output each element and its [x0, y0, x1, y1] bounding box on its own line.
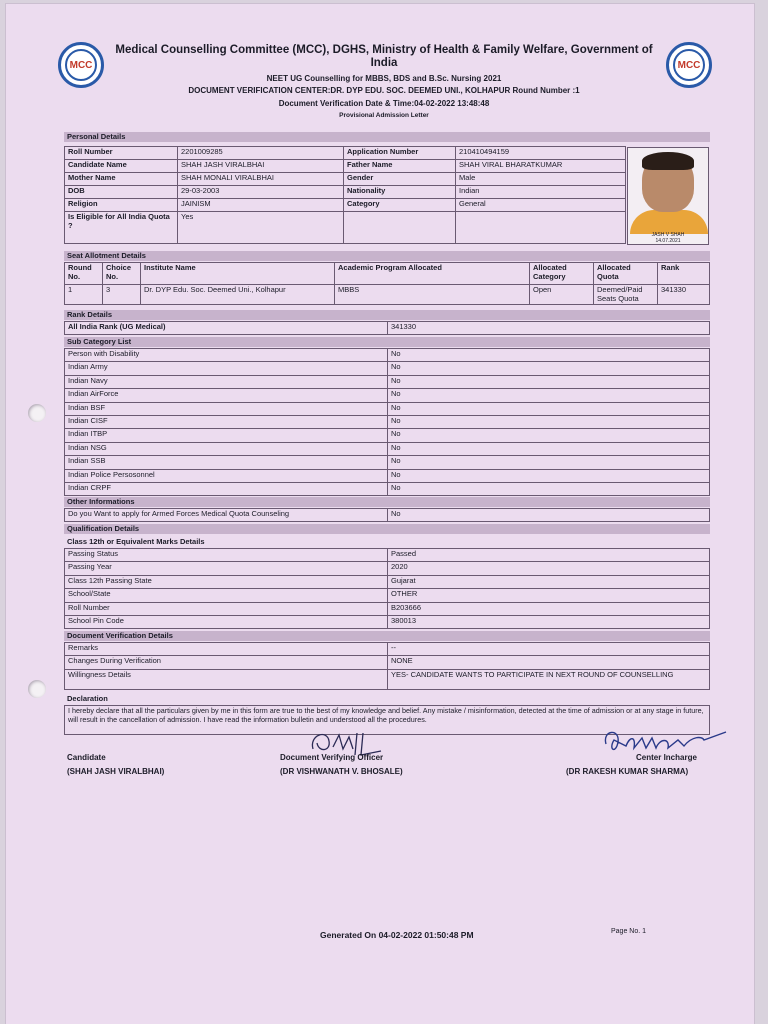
table-row-value: No: [388, 415, 710, 428]
seat-cell: 341330: [658, 285, 710, 305]
seat-cell: MBBS: [335, 285, 530, 305]
declaration-text: I hereby declare that all the particulars given by me in this form are true to the best of my knowledge and belief. Any mistake / misinformation, detected at the time of admission or at any stage in future, will result in the cancellation of admission. I have read the information bulletin and understood all the procedures.: [64, 705, 710, 735]
table-row-value: B203666: [388, 602, 710, 615]
document-subtitle: NEET UG Counselling for MBBS, BDS and B.Sc. Nursing 2021: [266, 74, 502, 83]
candidate-name-label: Candidate Name: [65, 160, 178, 173]
table-row-label: Passing Status: [65, 549, 388, 562]
class-12-heading: Class 12th or Equivalent Marks Details: [67, 537, 205, 546]
table-row-label: Indian SSB: [65, 456, 388, 469]
document-verification-table: [64, 642, 710, 690]
table-row-value: No: [388, 402, 710, 415]
rank-table: [64, 321, 710, 335]
gender-label: Gender: [344, 173, 456, 186]
section-document-verification: Document Verification Details: [64, 631, 710, 641]
mcc-logo-right: MCC: [666, 42, 712, 88]
mother-name: SHAH MONALI VIRALBHAI: [178, 173, 344, 186]
category: General: [456, 199, 626, 212]
generated-on: Generated On 04-02-2022 01:50:48 PM: [320, 930, 474, 940]
table-row-label: Indian CISF: [65, 415, 388, 428]
mother-name-label: Mother Name: [65, 173, 178, 186]
section-seat-allotment: Seat Allotment Details: [64, 251, 710, 261]
table-row-value: No: [388, 362, 710, 375]
table-row-label: Indian Navy: [65, 375, 388, 388]
table-row-value: No: [388, 442, 710, 455]
table-row-value: No: [388, 429, 710, 442]
other-info-table: [64, 508, 710, 522]
seat-header: Rank: [658, 263, 710, 285]
armed-forces-quota-value: No: [388, 509, 710, 522]
seat-cell: 3: [103, 285, 141, 305]
section-qualification: Qualification Details: [64, 524, 710, 534]
table-row-value: 380013: [388, 615, 710, 628]
seat-header: Choice No.: [103, 263, 141, 285]
seat-header: Institute Name: [141, 263, 335, 285]
table-row-value: No: [388, 349, 710, 362]
table-row-label: Indian CRPF: [65, 482, 388, 495]
candidate-name: SHAH JASH VIRALBHAI: [178, 160, 344, 173]
page-number: Page No. 1: [611, 928, 647, 935]
candidate-photo: [627, 147, 709, 245]
seat-cell: Open: [530, 285, 594, 305]
seat-header: Academic Program Allocated: [335, 263, 530, 285]
table-row-value: No: [388, 456, 710, 469]
qualification-table: [64, 548, 710, 629]
table-row-value: Gujarat: [388, 575, 710, 588]
table-row-label: Indian Army: [65, 362, 388, 375]
section-other-info: Other Informations: [64, 497, 710, 507]
officer-signature-label: Document Verifying Officer: [280, 753, 384, 762]
section-sub-category: Sub Category List: [64, 337, 710, 347]
table-row-label: Passing Year: [65, 562, 388, 575]
roll-number: 2201009285: [178, 147, 344, 160]
officer-signature-name: (DR VISHWANATH V. BHOSALE): [280, 767, 403, 776]
table-row-value: 2020: [388, 562, 710, 575]
table-row-value: NONE: [388, 656, 710, 669]
rank-label: All India Rank (UG Medical): [65, 322, 388, 335]
dob: 29-03-2003: [178, 186, 344, 199]
candidate-signature-label: Candidate: [67, 753, 106, 762]
table-row-label: Changes During Verification: [65, 656, 388, 669]
table-row-value: --: [388, 643, 710, 656]
punch-hole: [28, 680, 46, 698]
personal-details-table: [64, 146, 626, 244]
religion-label: Religion: [65, 199, 178, 212]
table-row-label: School/State: [65, 589, 388, 602]
photo-caption-name: JASH V SHAH: [651, 232, 685, 238]
father-name: SHAH VIRAL BHARATKUMAR: [456, 160, 626, 173]
application-number-label: Application Number: [344, 147, 456, 160]
table-row-label: Indian Police Persosonnel: [65, 469, 388, 482]
table-row-label: Roll Number: [65, 602, 388, 615]
table-row-value: YES- CANDIDATE WANTS TO PARTICIPATE IN NEXT ROUND OF COUNSELLING: [388, 669, 710, 689]
seat-header: Allocated Category: [530, 263, 594, 285]
rank-value: 341330: [388, 322, 710, 335]
table-row-value: OTHER: [388, 589, 710, 602]
seat-cell: Deemed/Paid Seats Quota: [594, 285, 658, 305]
sub-category-table: [64, 348, 710, 496]
table-row-value: No: [388, 482, 710, 495]
nationality: Indian: [456, 186, 626, 199]
roll-number-label: Roll Number: [65, 147, 178, 160]
verification-datetime: Document Verification Date & Time:04-02-2022 13:48:48: [278, 99, 490, 108]
table-row-label: School Pin Code: [65, 615, 388, 628]
section-personal-details: Personal Details: [64, 132, 710, 142]
seat-header: Allocated Quota: [594, 263, 658, 285]
eligible-label: Is Eligible for All India Quota ?: [65, 212, 178, 244]
religion: JAINISM: [178, 199, 344, 212]
father-name-label: Father Name: [344, 160, 456, 173]
seat-allotment-table: [64, 262, 710, 305]
section-rank-details: Rank Details: [64, 310, 710, 320]
table-row-label: Indian BSF: [65, 402, 388, 415]
letter-type: Provisional Admission Letter: [339, 112, 429, 119]
mcc-logo-left: MCC: [58, 42, 104, 88]
table-row-label: Indian ITBP: [65, 429, 388, 442]
punch-hole: [28, 404, 46, 422]
document-title: Medical Counselling Committee (MCC), DGHS, Ministry of Health & Family Welfare, Government of India: [115, 44, 653, 69]
table-row-value: No: [388, 375, 710, 388]
table-row-value: Passed: [388, 549, 710, 562]
candidate-signature-name: (SHAH JASH VIRALBHAI): [67, 767, 165, 776]
table-row-label: Person with Disability: [65, 349, 388, 362]
table-row-label: Indian NSG: [65, 442, 388, 455]
seat-header: Round No.: [65, 263, 103, 285]
photo-caption-date: 14.07.2021: [655, 238, 681, 244]
table-row-value: No: [388, 469, 710, 482]
section-declaration: Declaration: [67, 694, 108, 703]
table-row-label: Remarks: [65, 643, 388, 656]
table-row-label: Willingness Details: [65, 669, 388, 689]
table-row-value: No: [388, 389, 710, 402]
seat-cell: Dr. DYP Edu. Soc. Deemed Uni., Kolhapur: [141, 285, 335, 305]
incharge-signature-label: Center Incharge: [636, 753, 697, 762]
seat-cell: 1: [65, 285, 103, 305]
armed-forces-quota-label: Do you Want to apply for Armed Forces Medical Quota Counseling: [65, 509, 388, 522]
table-row-label: Class 12th Passing State: [65, 575, 388, 588]
table-row-label: Indian AirForce: [65, 389, 388, 402]
category-label: Category: [344, 199, 456, 212]
nationality-label: Nationality: [344, 186, 456, 199]
verification-center: DOCUMENT VERIFICATION CENTER:DR. DYP EDU. SOC. DEEMED UNI., KOLHAPUR Round Number :1: [188, 86, 580, 95]
dob-label: DOB: [65, 186, 178, 199]
incharge-signature-name: (DR RAKESH KUMAR SHARMA): [566, 767, 689, 776]
gender: Male: [456, 173, 626, 186]
application-number: 210410494159: [456, 147, 626, 160]
eligible: Yes: [178, 212, 344, 244]
